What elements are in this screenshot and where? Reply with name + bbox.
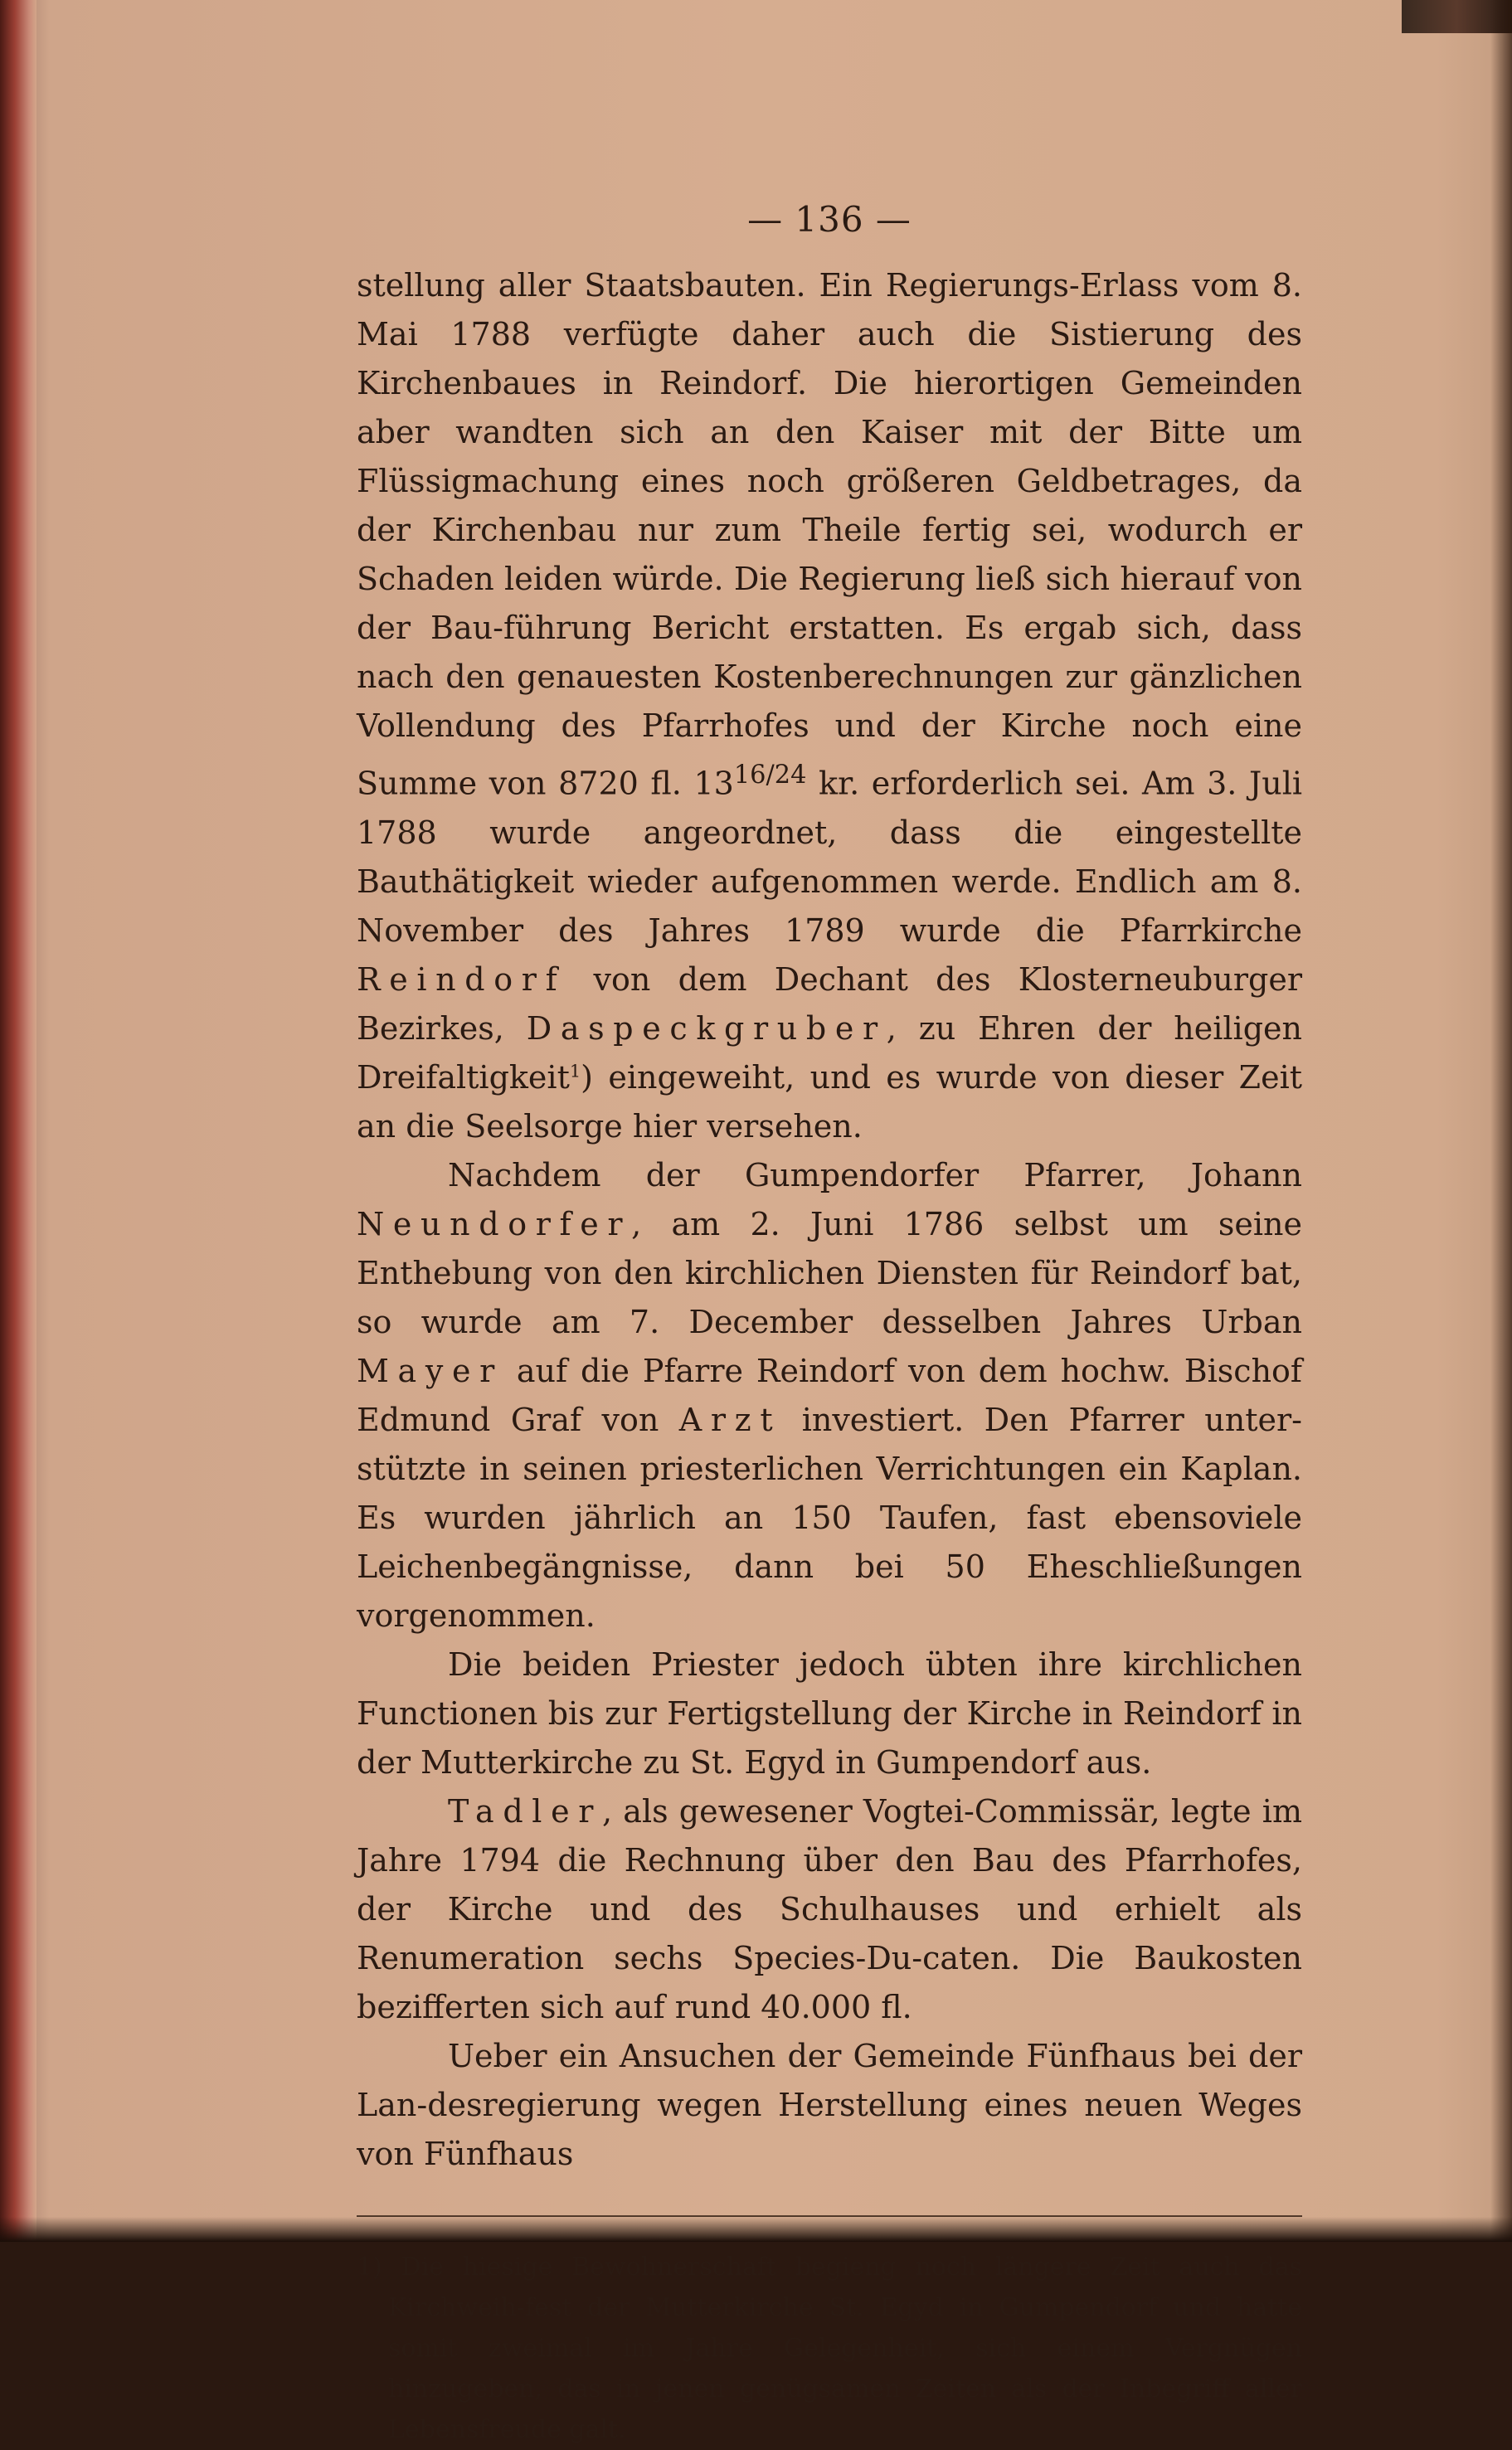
page-number: — 136 — (747, 199, 912, 240)
paragraph-5: Ueber ein Ansuchen der Gemeinde Fünfhaus bei der Lan-desregierung wegen Herstellung eines neuen Weges von Fünfhaus (357, 2037, 1302, 2172)
footnote-reference: 1 (569, 1061, 581, 1081)
footnote-text: Die hiesige Bewohnerschaft begieng noch längere Zeit auch das Kirchweih-fest der Mutterkirche St. Egyd in Gumpendorf und hatte somit zweimal im Jahre Gelegenheit, sich einem Vergnügen hinzugeben, das in jenen genügsamen Zeiten als der Inbegriff aller Lebensfreude galt. (382, 2252, 1302, 2444)
footnote-text-block (357, 2247, 1302, 2450)
p1-text-a: stellung aller Staatsbauten. Ein Regierungs-Erlass vom 8. Mai 1788 verfügte daher auch die Sistierung des Kirchenbaues in Reindorf. Die hierortigen Gemeinden aber wandten sich an den Kaiser mit der Bitte um Flüssigmachung eines noch größeren Geldbetrages, da der Kirchenbau nur zum Theile fertig sei, wodurch er Schaden leiden würde. Die Regierung ließ sich hierauf von der Bau-führung Bericht erstatten. Es ergab sich, dass nach den genauesten Kostenberechnungen zur gänzlichen Vollendung des Pfarrhofes und der Kirche noch eine Summe von 8720 fl. 13 (357, 267, 1302, 802)
body-text (357, 261, 1302, 2179)
paragraph-2 (357, 1151, 1302, 1641)
name-tadler: Tadler (448, 1792, 603, 1830)
footnote-divider (357, 2215, 1302, 2217)
footnote-marker: 1) (357, 2252, 382, 2282)
fraction: 16/24 (733, 761, 807, 790)
p2-text-c: auf die Pfarre Reindorf von dem hochw. Bischof Edmund Graf von (357, 1352, 1302, 1438)
name-mayer: Mayer (357, 1352, 503, 1389)
paragraph-4 (357, 1787, 1302, 2032)
book-binding-edge (0, 0, 36, 2242)
paragraph-1 (357, 261, 1302, 1151)
p1-text-c: von dem Dechant des Klosterneuburger Bezirkes, (357, 960, 1302, 1047)
p1-text-d: , zu Ehren der heiligen Dreifaltigkeit (357, 1009, 1302, 1096)
p1-text-b: kr. erforderlich sei. Am 3. Juli 1788 wurde angeordnet, dass die eingestellte Bauthätigkeit wieder aufgenommen werde. Endlich am 8. November des Jahres 1789 wurde die Pfarrkirche (357, 765, 1303, 949)
footnote (357, 2247, 1302, 2450)
name-neundorfer: Neundorfer (357, 1205, 632, 1242)
p1-text-e: ) eingeweiht, und es wurde von dieser Zeit an die Seelsorge hier versehen. (357, 1058, 1302, 1145)
name-reindorf: Reindorf (357, 960, 566, 998)
page-edge-shadow (1490, 0, 1512, 2242)
p2-text-d: investiert. Den Pfarrer unter-stützte in seinen priesterlichen Verrichtungen ein Kaplan. Es wurden jährlich an 150 Taufen, fast ebensoviele Leichenbegängnisse, dann bei 50 Eheschließungen vorgenommen. (357, 1401, 1302, 1634)
name-daspeckgruber: Daspeckgruber (526, 1009, 887, 1047)
text-block (357, 199, 1302, 2450)
p2-text-a: Nachdem der Gumpendorfer Pfarrer, Johann (448, 1156, 1302, 1193)
p2-text-b: , am 2. Juni 1786 selbst um seine Enthebung von den kirchlichen Diensten für Reindorf bat, so wurde am 7. December desselben Jahres Urban (357, 1205, 1302, 1340)
name-arzt: Arzt (678, 1401, 782, 1438)
paragraph-3: Die beiden Priester jedoch übten ihre kirchlichen Functionen bis zur Fertigstellung der Kirche in Reindorf in der Mutterkirche zu St. Egyd in Gumpendorf aus. (357, 1645, 1302, 1781)
p4-text: , als gewesener Vogtei-Commissär, legte im Jahre 1794 die Rechnung über den Bau des Pfarrhofes, der Kirche und des Schulhauses und erhielt als Renumeration sechs Species-Du-caten. Die Baukosten bezifferten sich auf rund 40.000 fl. (357, 1792, 1302, 2025)
